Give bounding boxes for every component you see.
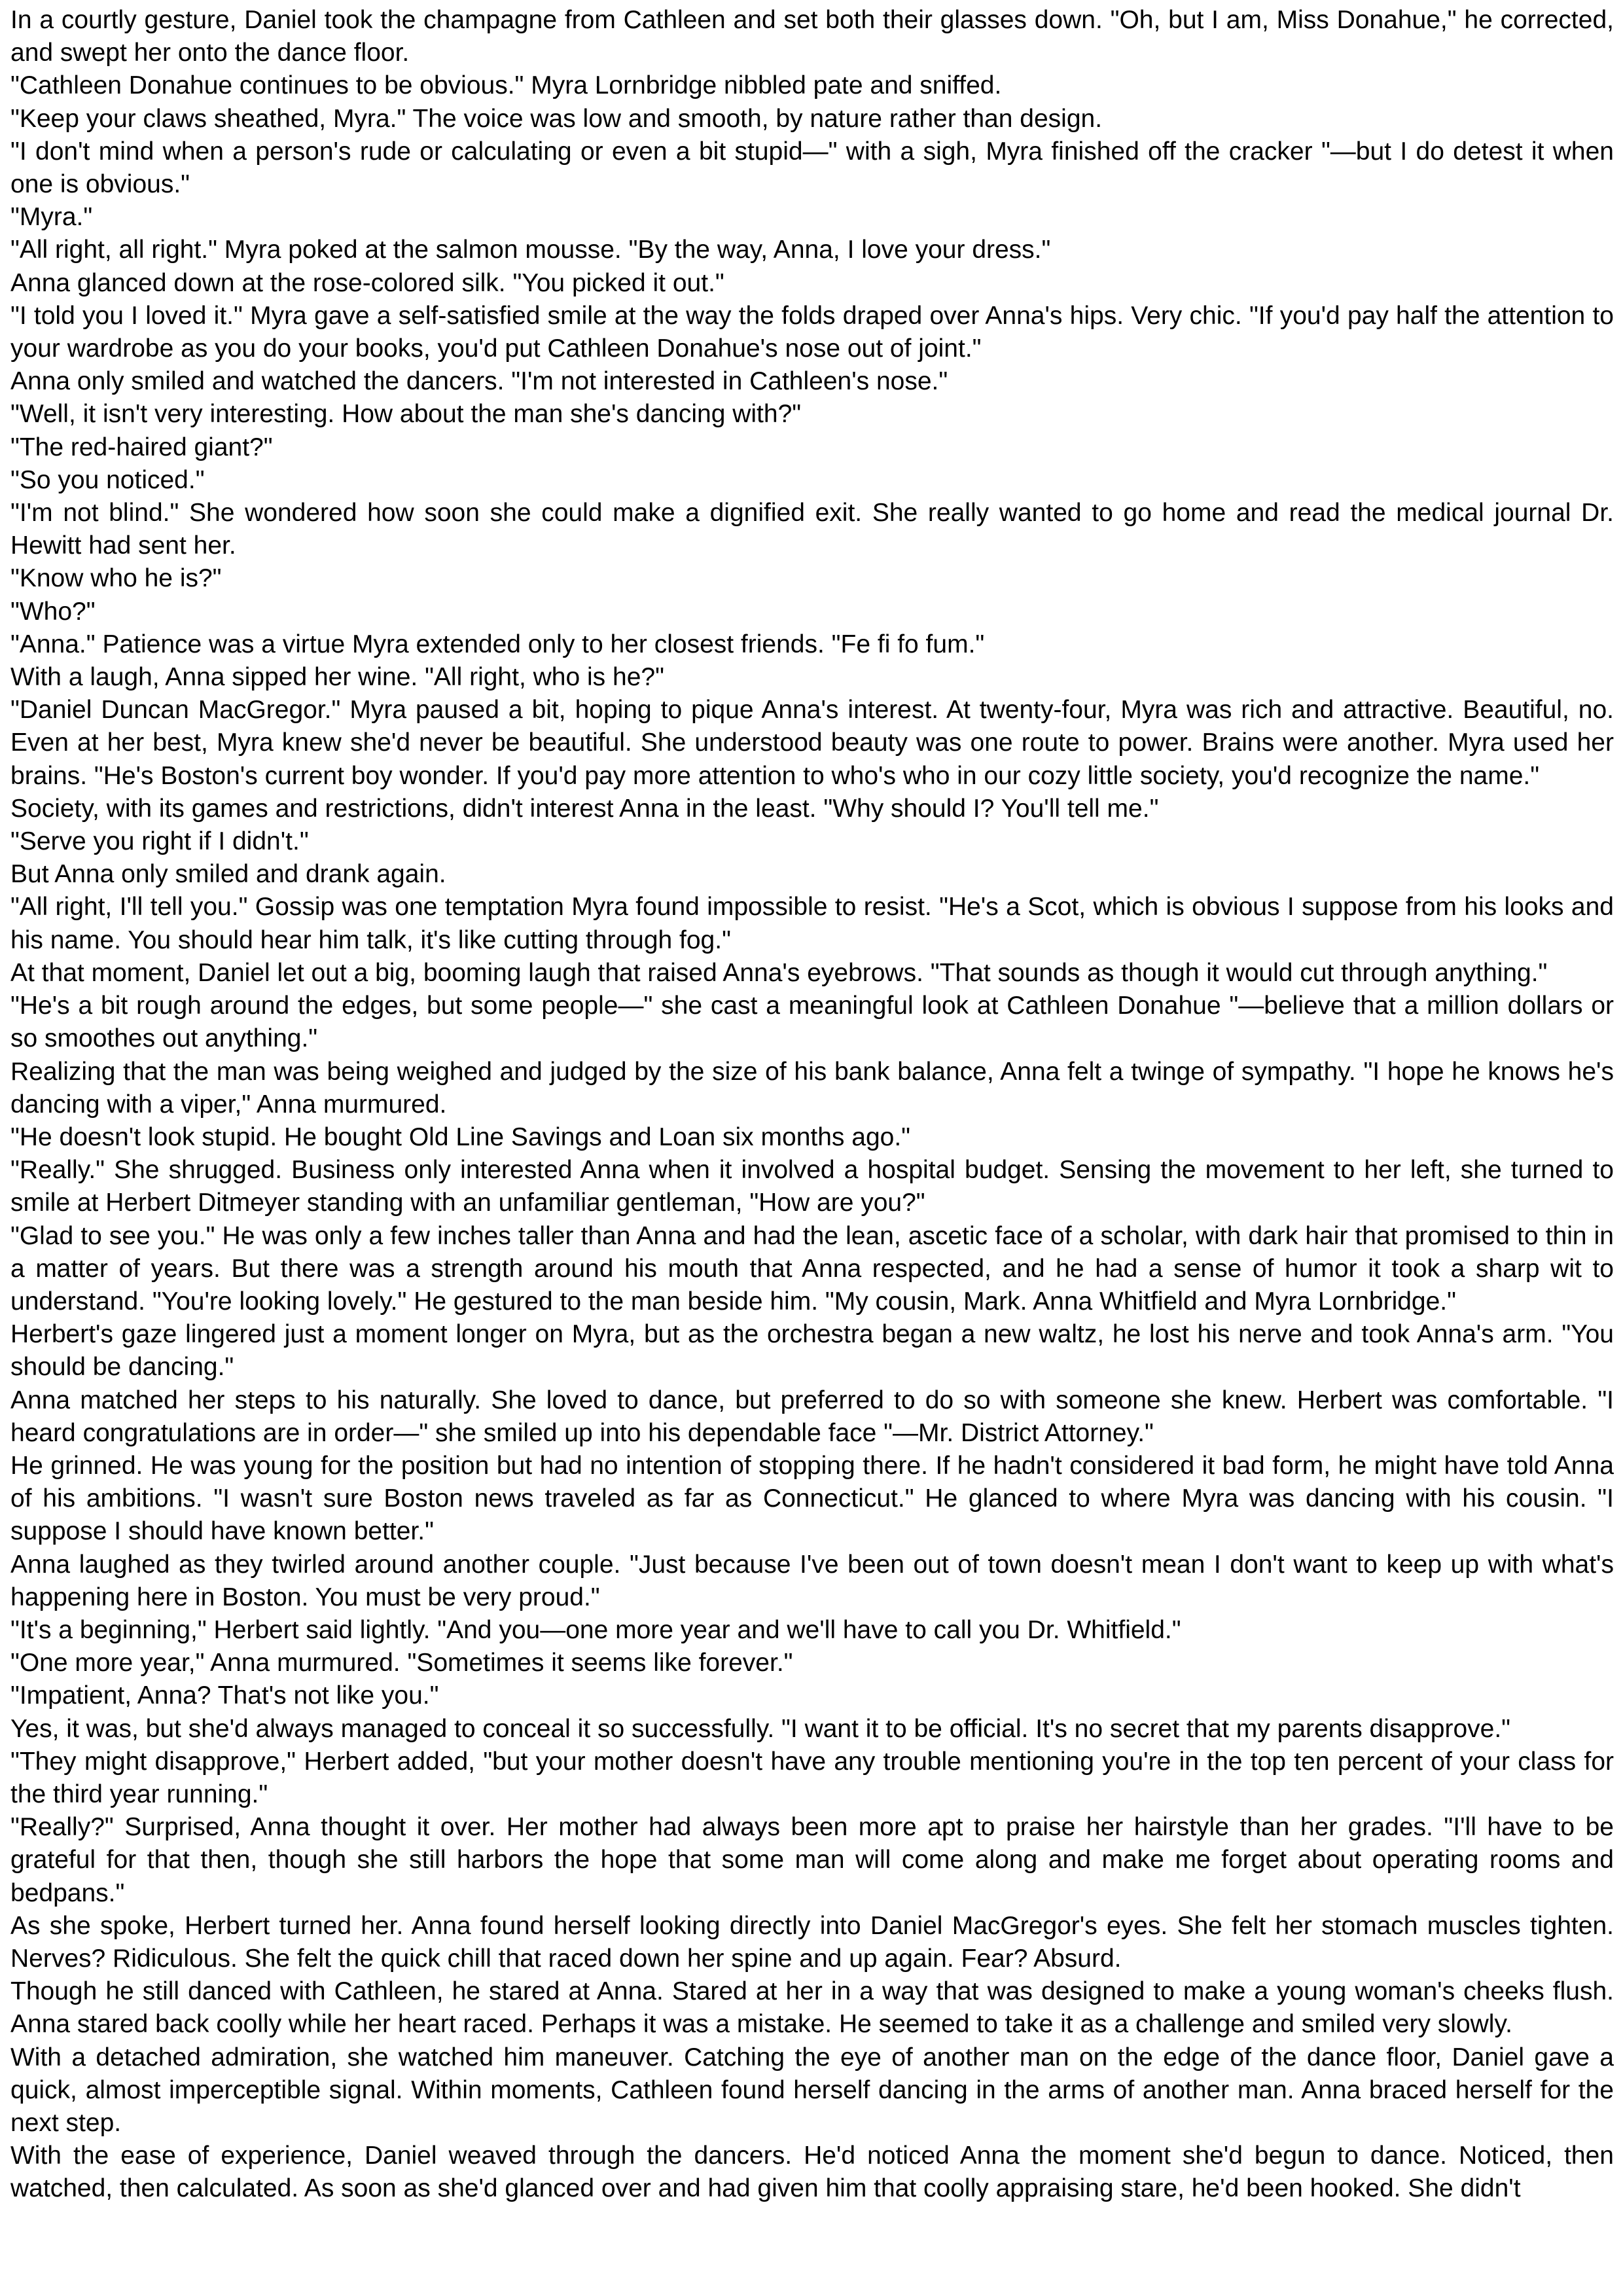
paragraph: "Know who he is?" (10, 564, 222, 593)
paragraph: "Cathleen Donahue continues to be obvious." Myra Lornbridge nibbled pate and sniffed. (10, 71, 1002, 100)
paragraph: Anna glanced down at the rose-colored silk. "You picked it out." (10, 268, 724, 297)
paragraph: "Who?" (10, 597, 96, 626)
paragraph: Anna only smiled and watched the dancers. "I'm not interested in Cathleen's nose." (10, 367, 948, 396)
paragraph: "Impatient, Anna? That's not like you." (10, 1681, 439, 1710)
paragraph: "Really." She shrugged. Business only interested Anna when it involved a hospital budget. Sensing the movement to her left, she turned to smile at Herbert Ditmeyer standing with an unfamiliar gentleman, "How are you?" (10, 1156, 1614, 1217)
paragraph: Yes, it was, but she'd always managed to conceal it so successfully. "I want it to be official. It's no secret that my parents disapprove." (10, 1714, 1511, 1743)
body-text (10, 4, 1614, 2206)
paragraph: "So you noticed." (10, 465, 205, 494)
paragraph: "One more year," Anna murmured. "Sometimes it seems like forever." (10, 1649, 793, 1677)
paragraph: "They might disapprove," Herbert added, "but your mother doesn't have any trouble mentioning you're in the top ten percent of your class for the third year running." (10, 1747, 1614, 1808)
paragraph: "Serve you right if I didn't." (10, 827, 309, 856)
paragraph: "Glad to see you." He was only a few inches taller than Anna and had the lean, ascetic face of a scholar, with dark hair that promised to thin in a matter of years. But there was a strength around his mouth that Anna respected, and he had a sense of humor it took a sharp wit to understand. "You're looking lovely." He gestured to the man beside him. "My cousin, Mark. Anna Whitfield and Myra Lornbridge." (10, 1221, 1614, 1316)
paragraph: "Well, it isn't very interesting. How about the man she's dancing with?" (10, 400, 802, 429)
paragraph: "Anna." Patience was a virtue Myra extended only to her closest friends. "Fe fi fo fum." (10, 630, 985, 658)
paragraph: Society, with its games and restrictions, didn't interest Anna in the least. "Why should I? You'll tell me." (10, 794, 1159, 823)
paragraph: At that moment, Daniel let out a big, booming laugh that raised Anna's eyebrows. "That sounds as though it would cut through anything." (10, 958, 1548, 987)
paragraph: "He's a bit rough around the edges, but some people—" she cast a meaningful look at Cathleen Donahue "—believe that a million dollars or so smoothes out anything." (10, 992, 1614, 1053)
paragraph: "All right, I'll tell you." Gossip was one temptation Myra found impossible to resist. "He's a Scot, which is obvious I suppose from his looks and his name. You should hear him talk, it's like cutting through fog." (10, 893, 1614, 954)
paragraph: "He doesn't look stupid. He bought Old Line Savings and Loan six months ago." (10, 1122, 910, 1151)
paragraph: "I'm not blind." She wondered how soon she could make a dignified exit. She really wanted to go home and read the medical journal Dr. Hewitt had sent her. (10, 499, 1614, 560)
paragraph: "All right, all right." Myra poked at the salmon mousse. "By the way, Anna, I love your dress." (10, 236, 1051, 264)
paragraph: "Keep your claws sheathed, Myra." The voice was low and smooth, by nature rather than design. (10, 104, 1103, 133)
paragraph: With the ease of experience, Daniel weaved through the dancers. He'd noticed Anna the moment she'd begun to dance. Noticed, then watched, then calculated. As soon as she'd glanced over and had given him that coolly appraising stare, he'd been hooked. She didn't (10, 2142, 1614, 2203)
paragraph: Herbert's gaze lingered just a moment longer on Myra, but as the orchestra began a new waltz, he lost his nerve and took Anna's arm. "You should be dancing." (10, 1320, 1614, 1382)
paragraph: "I don't mind when a person's rude or calculating or even a bit stupid—" with a sigh, Myra finished off the cracker "—but I do detest it when one is obvious." (10, 137, 1614, 199)
paragraph: "Daniel Duncan MacGregor." Myra paused a bit, hoping to pique Anna's interest. At twenty-four, Myra was rich and attractive. Beautiful, no. Even at her best, Myra knew she'd never be beautiful. She understood beauty was one route to power. Brains were another. Myra used her brains. "He's Boston's current boy wonder. If you'd pay more attention to who's who in our cozy little society, you'd recognize the name." (10, 696, 1614, 790)
paragraph: Anna matched her steps to his naturally. She loved to dance, but preferred to do so with someone she knew. Herbert was comfortable. "I heard congratulations are in order—" she smiled up into his dependable face "—Mr. District Attorney." (10, 1386, 1614, 1447)
paragraph: As she spoke, Herbert turned her. Anna found herself looking directly into Daniel MacGregor's eyes. She felt her stomach muscles tighten. Nerves? Ridiculous. She felt the quick chill that raced down her spine and up again. Fear? Absurd. (10, 1911, 1614, 1973)
paragraph: In a courtly gesture, Daniel took the champagne from Cathleen and set both their glasses down. "Oh, but I am, Miss Donahue," he corrected, and swept her onto the dance floor. (10, 6, 1614, 67)
paragraph: "The red-haired giant?" (10, 433, 273, 461)
paragraph: "Myra." (10, 203, 93, 232)
paragraph: He grinned. He was young for the position but had no intention of stopping there. If he hadn't considered it bad form, he might have told Anna of his ambitions. "I wasn't sure Boston news traveled as far as Connecticut." He glanced to where Myra was dancing with his cousin. "I suppose I should have known better." (10, 1451, 1614, 1546)
paragraph: With a laugh, Anna sipped her wine. "All right, who is he?" (10, 663, 664, 692)
paragraph: "It's a beginning," Herbert said lightly. "And you—one more year and we'll have to call you Dr. Whitfield." (10, 1615, 1181, 1644)
paragraph: "Really?" Surprised, Anna thought it over. Her mother had always been more apt to praise her hairstyle than her grades. "I'll have to be grateful for that then, though she still harbors the hope that some man will come along and make me forget about operating rooms and bedpans." (10, 1813, 1614, 1907)
paragraph: But Anna only smiled and drank again. (10, 860, 446, 889)
paragraph: Anna laughed as they twirled around another couple. "Just because I've been out of town doesn't mean I don't want to keep up with what's happening here in Boston. You must be very proud." (10, 1550, 1614, 1611)
paragraph: "I told you I loved it." Myra gave a self-satisfied smile at the way the folds draped over Anna's hips. Very chic. "If you'd pay half the attention to your wardrobe as you do your books, you'd put Cathleen Donahue's nose out of joint." (10, 301, 1614, 363)
paragraph: Though he still danced with Cathleen, he stared at Anna. Stared at her in a way that was designed to make a young woman's cheeks flush. Anna stared back coolly while her heart raced. Perhaps it was a mistake. He seemed to take it as a challenge and smiled very slowly. (10, 1977, 1614, 2039)
paragraph: With a detached admiration, she watched him maneuver. Catching the eye of another man on the edge of the dance floor, Daniel gave a quick, almost imperceptible signal. Within moments, Cathleen found herself dancing in the arms of another man. Anna braced herself for the next step. (10, 2043, 1614, 2137)
paragraph: Realizing that the man was being weighed and judged by the size of his bank balance, Anna felt a twinge of sympathy. "I hope he knows he's dancing with a viper," Anna murmured. (10, 1057, 1614, 1119)
